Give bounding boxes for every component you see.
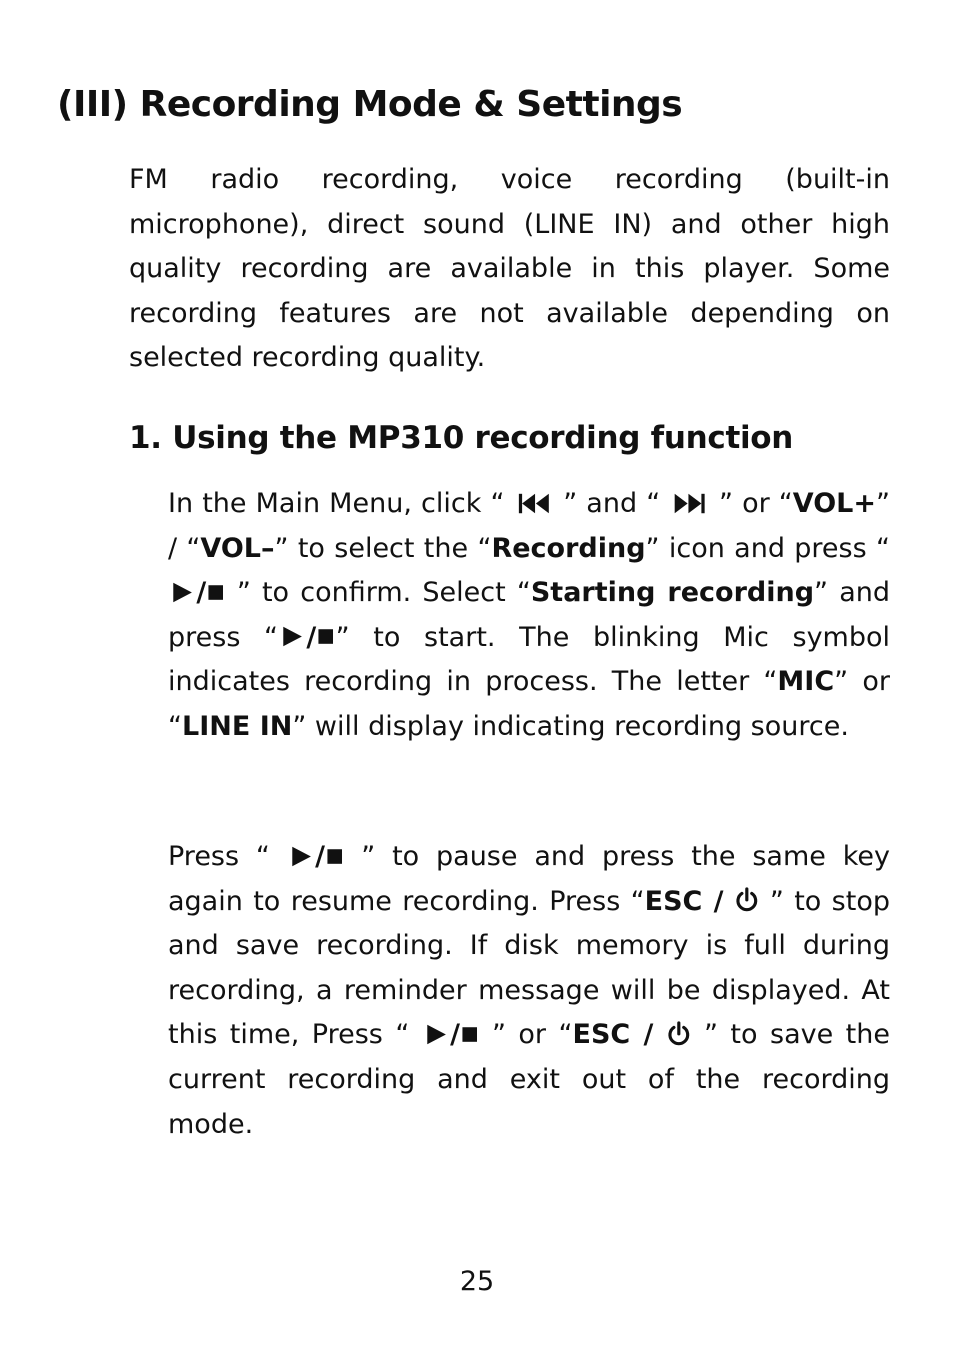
starting-recording-label: Starting recording xyxy=(530,577,815,609)
section-title xyxy=(57,84,682,125)
stop-icon xyxy=(316,626,335,647)
power-icon xyxy=(734,887,760,913)
text-run: ” to start. The blinking Mic symbol indicates recording in process. The letter “ xyxy=(168,621,891,698)
slash: / xyxy=(315,841,325,872)
recording-label: Recording xyxy=(491,532,646,564)
instructions-paragraph-1 xyxy=(168,482,890,750)
stop-icon xyxy=(325,846,344,867)
text-run: ” to pause and press the same key again to resume recording. Press “ xyxy=(168,841,890,917)
vol-plus-label: VOL+ xyxy=(792,488,876,519)
instructions-paragraph-2 xyxy=(168,835,890,1147)
text-run: ” or “ xyxy=(718,488,793,519)
section-title-text: Recording Mode & Settings xyxy=(139,84,683,125)
skip-previous-icon xyxy=(514,493,555,514)
text-run: ” and “ xyxy=(563,488,661,519)
stop-icon xyxy=(460,1024,479,1045)
play-icon xyxy=(278,626,306,647)
slash: / xyxy=(450,1019,461,1051)
esc-label: ESC / xyxy=(644,885,724,917)
text-run: ” / “ xyxy=(168,488,890,564)
text-run: ” or “ xyxy=(168,666,890,742)
mic-label: MIC xyxy=(777,666,835,698)
slash: / xyxy=(196,577,207,609)
skip-next-icon xyxy=(669,493,710,514)
text-run: ” to save the current recording and exit out of the recording mode. xyxy=(168,1019,890,1140)
text-run: ” and press “ xyxy=(168,577,890,653)
text-run: In the Main Menu, click “ xyxy=(168,488,505,519)
vol-minus-label: VOL– xyxy=(200,532,275,564)
text-run: ” will display indicating recording source. xyxy=(292,710,849,742)
text-run: ” to stop and save recording. If disk memory is full during recording, a reminder message will be displayed. At this time, Press “ xyxy=(168,885,890,1051)
play-icon xyxy=(168,582,196,603)
text-run: ” to confirm. Select “ xyxy=(236,577,531,609)
slash: / xyxy=(306,621,317,653)
play-icon xyxy=(287,846,315,867)
page-number: 25 xyxy=(459,1266,495,1297)
line-in-label: LINE IN xyxy=(182,710,293,742)
stop-icon xyxy=(206,582,225,603)
esc-label: ESC / xyxy=(572,1019,654,1051)
subsection-heading: 1. Using the MP310 recording function xyxy=(129,420,794,456)
text-run: Press “ xyxy=(168,841,270,872)
section-number: (III) xyxy=(57,84,128,125)
text-run: ” icon and press “ xyxy=(645,532,890,564)
text-run: ” or “ xyxy=(491,1019,573,1051)
play-icon xyxy=(422,1024,450,1045)
intro-paragraph: FM radio recording, voice recording (built-in microphone), direct sound (LINE IN) and other high quality recording are available in this player. Some recording features are not available depending on selected recording quality. xyxy=(129,164,890,374)
power-icon xyxy=(666,1021,692,1047)
text-run: ” to select the “ xyxy=(274,532,492,564)
